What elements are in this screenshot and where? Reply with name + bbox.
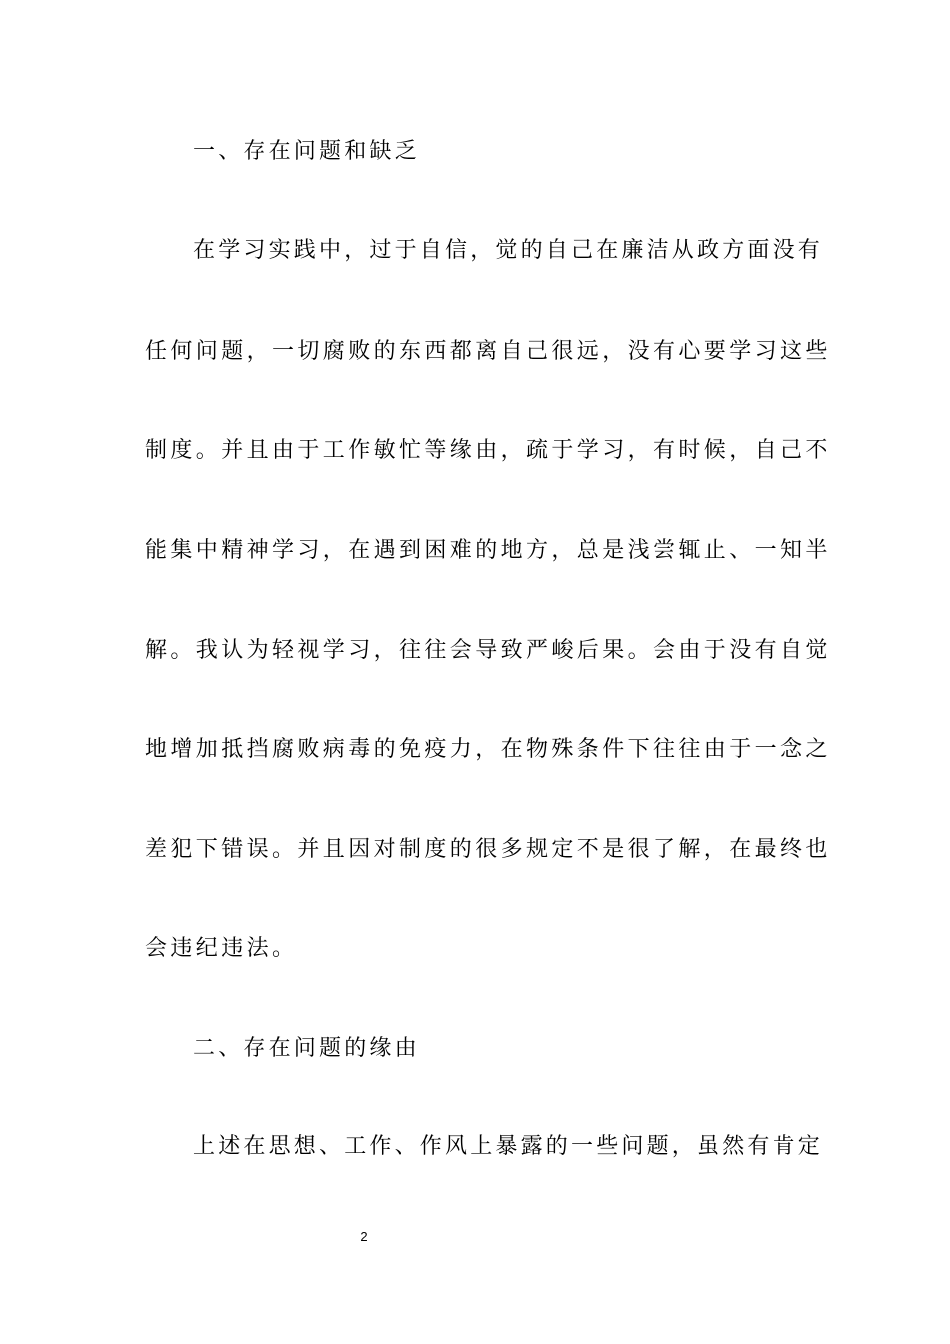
- section-heading-1: 一、存在问题和缺乏: [193, 139, 420, 164]
- paragraph-line: 解。我认为轻视学习，往往会导致严峻后果。会由于没有自觉: [145, 638, 831, 663]
- page-number: 2: [360, 1229, 368, 1244]
- paragraph-line: 差犯下错误。并且因对制度的很多规定不是很了解，在最终也: [145, 837, 831, 862]
- paragraph-line: 地增加抵挡腐败病毒的免疫力，在物殊条件下往往由于一念之: [145, 737, 831, 762]
- paragraph-line: 能集中精神学习，在遇到困难的地方，总是浅尝辄止、一知半: [145, 538, 831, 563]
- section-heading-2: 二、存在问题的缘由: [193, 1036, 420, 1061]
- paragraph-line: 会违纪违法。: [145, 936, 298, 961]
- paragraph-line: 任何问题，一切腐败的东西都离自己很远，没有心要学习这些: [145, 339, 831, 364]
- paragraph-line: 上述在思想、工作、作风上暴露的一些问题，虽然有肯定: [193, 1134, 824, 1159]
- paragraph-line: 制度。并且由于工作敏忙等缘由，疏于学习，有时候，自己不: [145, 438, 831, 463]
- paragraph-line: 在学习实践中，过于自信，觉的自己在廉洁从政方面没有: [193, 238, 824, 263]
